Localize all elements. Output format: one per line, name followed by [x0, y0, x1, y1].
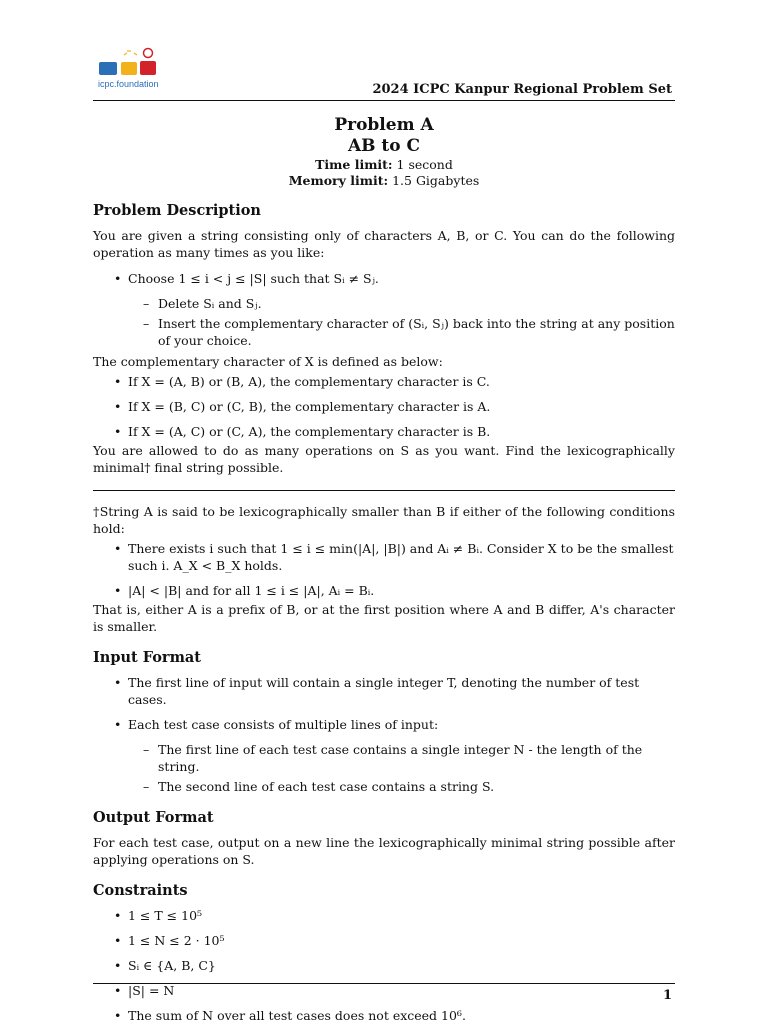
- footnote-item: • There exists i such that 1 ≤ i ≤ min(|A|, |B|) and Aᵢ ≠ Bᵢ. Consider X to be the smallest such i. A_X < B_X holds.: [93, 540, 675, 574]
- output-text: For each test case, output on a new line the lexicographically minimal string possible after applying operations on S.: [93, 835, 675, 867]
- time-limit: Time limit: 1 second: [315, 157, 453, 172]
- problem-label: Problem A: [334, 115, 434, 135]
- logo-text: icpc.foundation: [98, 79, 159, 89]
- constraints-heading: Constraints: [93, 882, 188, 899]
- memory-limit: Memory limit: 1.5 Gigabytes: [288, 173, 480, 188]
- input-item: • The first line of input will contain a single integer T, denoting the number of test cases.: [93, 674, 675, 708]
- comp-list: [93, 373, 675, 440]
- header-divider: [93, 100, 675, 101]
- description-heading: Problem Description: [93, 202, 261, 219]
- op-insert: – Insert the complementary character of (Sᵢ, Sⱼ) back into the string at any position of your choice.: [93, 315, 675, 349]
- input-subitem: – The second line of each test case contains a string S.: [93, 778, 675, 795]
- input-item: • Each test case consists of multiple lines of input:: [93, 716, 675, 733]
- constraint-item: • Sᵢ ∈ {A, B, C}: [93, 957, 675, 974]
- footnote-item: • |A| < |B| and for all 1 ≤ i ≤ |A|, Aᵢ = Bᵢ.: [93, 582, 675, 599]
- operation-sublist: [93, 295, 675, 349]
- content: [93, 202, 675, 1032]
- comp-item: • If X = (A, B) or (B, A), the complementary character is C.: [93, 373, 675, 390]
- constraint-item: • The sum of N over all test cases does not exceed 10⁶.: [93, 1007, 675, 1024]
- op-delete: – Delete Sᵢ and Sⱼ.: [93, 295, 675, 312]
- logo-red-balloon: [140, 61, 156, 75]
- input-subitem: – The first line of each test case contains a single integer N - the length of the string.: [93, 741, 675, 775]
- input-list: [93, 674, 675, 733]
- output-heading: Output Format: [93, 809, 214, 826]
- footnote-closing: That is, either A is a prefix of B, or at the first position where A and B differ, A's character is smaller.: [93, 602, 675, 634]
- page-number: 1: [662, 988, 672, 1003]
- constraints-list: [93, 907, 675, 1024]
- description-intro: You are given a string consisting only of characters A, B, or C. You can do the following operation as many times as you like:: [93, 228, 675, 260]
- operation-list: [93, 270, 675, 287]
- input-heading: Input Format: [93, 649, 201, 666]
- comp-intro: The complementary character of X is defined as below:: [93, 354, 443, 369]
- op-choose: • Choose 1 ≤ i < j ≤ |S| such that Sᵢ ≠ Sⱼ.: [93, 270, 675, 287]
- limits: [93, 157, 675, 189]
- constraint-item: • 1 ≤ N ≤ 2 · 10⁵: [93, 932, 675, 949]
- logo-blue-balloon: [99, 62, 117, 75]
- input-sublist: [93, 741, 675, 795]
- footnote-intro: †String A is said to be lexicographically smaller than B if either of the following conditions hold:: [93, 504, 675, 536]
- header-title: 2024 ICPC Kanpur Regional Problem Set: [372, 82, 672, 97]
- comp-item: • If X = (A, C) or (C, A), the complementary character is B.: [93, 423, 675, 440]
- description-closing: You are allowed to do as many operations on S as you want. Find the lexicographically minimal† final string possible.: [93, 443, 675, 475]
- footer-divider: [93, 983, 675, 984]
- constraint-item: • 1 ≤ T ≤ 10⁵: [93, 907, 675, 924]
- footnote-divider: [93, 490, 675, 491]
- comp-item: • If X = (B, C) or (C, B), the complementary character is A.: [93, 398, 675, 415]
- footnote-list: [93, 540, 675, 599]
- logo-yellow-balloon: [121, 62, 137, 75]
- constraint-item: • |S| = N: [93, 982, 675, 999]
- logo-bulb: [144, 49, 153, 58]
- problem-name: AB to C: [347, 136, 421, 156]
